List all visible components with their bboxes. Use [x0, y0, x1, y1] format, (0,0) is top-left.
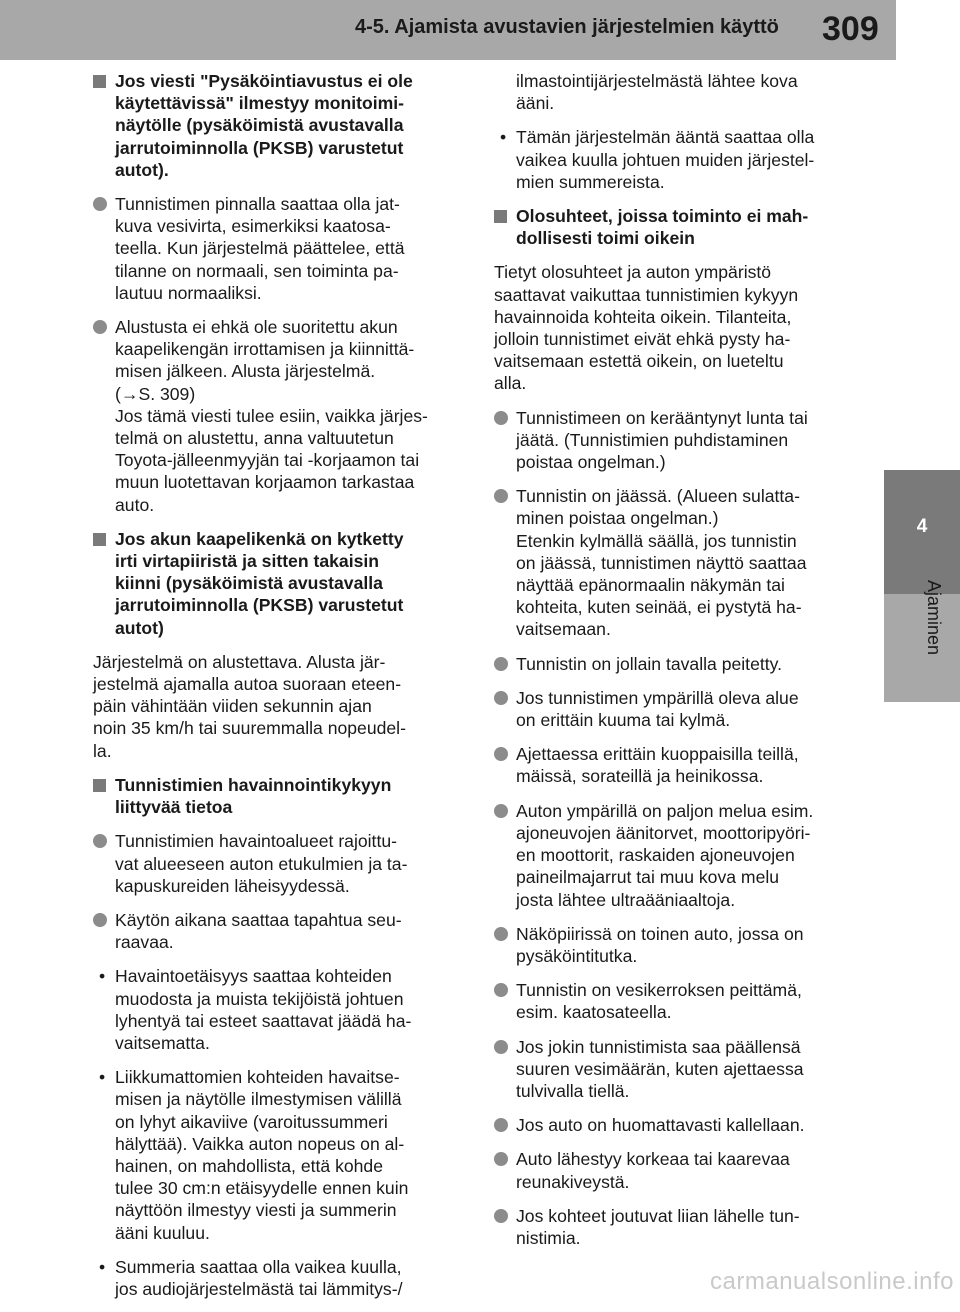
circle-bullet-icon [494, 411, 508, 425]
circle-bullet-icon [494, 1152, 508, 1166]
square-bullet-icon [494, 210, 507, 223]
text-line: näyttää epänormaalin näkymän tai [516, 575, 785, 596]
section-title: 4-5. Ajamista avustavien järjestelmien käyttö [355, 16, 779, 38]
text-line: telmä on alustettu, anna valtuutetun [115, 428, 394, 449]
text-line: jäätä. (Tunnistimien puhdistaminen [516, 429, 789, 450]
watermark: carmanualsonline.info [710, 1268, 954, 1295]
text-line: Tunnistimien havaintoalueet rajoittu- [115, 831, 397, 852]
text-line: pysäköintitutka. [516, 945, 638, 966]
text-line: irti virtapiiristä ja sitten takaisin [115, 551, 380, 572]
text-line: jarrutoiminnolla (PKSB) varustetut [115, 137, 404, 158]
text-line: mäissä, sorateillä ja heinikossa. [516, 766, 764, 787]
text-line: Tunnistin on jollain tavalla peitetty. [516, 653, 783, 674]
text-line: Jos akun kaapelikenkä on kytketty [115, 528, 404, 549]
chapter-name: Ajaminen [924, 580, 944, 656]
text-line: Jos kohteet joutuvat liian lähelle tun- [516, 1205, 800, 1226]
text-line: lyhentyä tai esteet saattavat jäädä ha- [115, 1010, 412, 1031]
bullet-item [494, 687, 854, 731]
dot-marker-icon: • [500, 127, 507, 148]
text-line: dollisesti toimi oikein [516, 228, 695, 249]
bullet-item [93, 316, 465, 516]
text-line: minen poistaa ongelman.) [516, 508, 719, 529]
text-line: kaapelikengän irrottamisen ja kiinnittä- [115, 339, 415, 360]
left-column [93, 70, 465, 1312]
text-line: misen ja näytölle ilmestymisen välillä [115, 1089, 402, 1110]
text-line: hainen, on mahdollista, että kohde [115, 1155, 384, 1176]
circle-bullet-icon [494, 691, 508, 705]
dot-marker-icon: • [99, 1067, 106, 1088]
section-heading [93, 528, 465, 639]
sub-item [93, 1066, 465, 1244]
text-line: teella. Kun järjestelmä päättelee, että [115, 238, 405, 259]
text-line: hälyttää). Vaikka auton nopeus on al- [115, 1133, 405, 1154]
bullet-item [494, 979, 854, 1023]
bullet-item [93, 909, 465, 953]
text-line: Tämän järjestelmän ääntä saattaa olla [516, 127, 815, 148]
text-line: Jos tunnistimen ympärillä oleva alue [516, 687, 799, 708]
text-line: Jos auto on huomattavasti kallellaan. [516, 1115, 805, 1136]
circle-bullet-icon [93, 834, 107, 848]
text-line: alla. [494, 373, 527, 394]
text-line: Jos jokin tunnistimista saa päällensä [516, 1036, 801, 1057]
bullet-item [93, 193, 465, 304]
text-line: on lyhyt aikaviive (varoitussummeri [115, 1111, 388, 1132]
text-line: Auto lähestyy korkeaa tai kaarevaa [516, 1149, 790, 1170]
bullet-item [494, 485, 854, 640]
circle-bullet-icon [494, 489, 508, 503]
text-line: Tunnistin on jäässä. (Alueen sulatta- [516, 486, 800, 507]
circle-bullet-icon [494, 1040, 508, 1054]
bullet-item [494, 653, 854, 675]
text-line: autot). [115, 159, 169, 180]
chapter-number: 4 [916, 516, 928, 537]
text-line: on erittäin kuuma tai kylmä. [516, 710, 731, 731]
text-line: jarrutoiminnolla (PKSB) varustetut [115, 595, 404, 616]
text-line: Näköpiirissä on toinen auto, jossa on [516, 923, 804, 944]
bullet-item [494, 1205, 854, 1249]
text-line: päin vähintään viiden sekunnin ajan [93, 696, 372, 717]
text-line: esim. kaatosateella. [516, 1002, 672, 1023]
text-line: Etenkin kylmällä säällä, jos tunnistin [516, 530, 797, 551]
text-line: en moottorit, raskaiden ajoneuvojen [516, 845, 795, 866]
circle-bullet-icon [494, 1118, 508, 1132]
bullet-item [494, 1114, 854, 1136]
text-line: Toyota-jälleenmyyjän tai -korjaamon tai [115, 450, 420, 471]
text-line: Summeria saattaa olla vaikea kuulla, [115, 1256, 402, 1277]
text-line: näytölle (pysäköimistä avustavalla [115, 115, 404, 136]
text-line: ilmastointijärjestelmästä lähtee kova [516, 71, 798, 91]
bullet-item [494, 407, 854, 474]
text-line: Jos tämä viesti tulee esiin, vaikka järjes- [115, 405, 428, 426]
circle-bullet-icon [494, 804, 508, 818]
text-line: vaitsemaan. [516, 619, 611, 640]
text-line: kohteita, kuten seinää, ei pystytä ha- [516, 597, 802, 618]
text-line: poistaa ongelman.) [516, 452, 666, 473]
bullet-item [494, 800, 854, 911]
text-line: Jos viesti "Pysäköintiavustus ei ole [115, 71, 413, 91]
square-bullet-icon [93, 75, 106, 88]
bullet-item [93, 830, 465, 897]
text-line: autot) [115, 617, 164, 638]
text-line: kiinni (pysäköimistä avustavalla [115, 573, 383, 594]
bullet-item [494, 1036, 854, 1103]
circle-bullet-icon [494, 1209, 508, 1223]
text-line: kuva vesivirta, esimerkiksi kaatosa- [115, 216, 391, 237]
section-heading [494, 205, 854, 249]
text-line: Ajettaessa erittäin kuoppaisilla teillä, [516, 744, 799, 765]
text-line: muodosta ja muista tekijöistä johtuen [115, 988, 404, 1009]
text-line: Olosuhteet, joissa toiminto ei mah- [516, 206, 809, 227]
text-line: tulee 30 cm:n etäisyydelle ennen kuin [115, 1178, 409, 1199]
circle-bullet-icon [494, 657, 508, 671]
section-heading [93, 70, 465, 181]
text-line: ääni kuuluu. [115, 1222, 210, 1243]
text-line: kapuskureiden läheisyydessä. [115, 875, 350, 896]
dot-marker-icon: • [99, 1256, 106, 1277]
circle-bullet-icon [494, 747, 508, 761]
text-line: Järjestelmä on alustettava. Alusta jär- [93, 651, 386, 672]
text-line: raavaa. [115, 932, 174, 953]
text-line: Liikkumattomien kohteiden havaitse- [115, 1067, 400, 1088]
text-line: la. [93, 740, 112, 761]
text-line: noin 35 km/h tai suuremmalla nopeudel- [93, 718, 406, 739]
text-line: lautuu normaaliksi. [115, 282, 262, 303]
text-line: Tunnistimeen on kerääntynyt lunta tai [516, 407, 808, 428]
text-line: Tietyt olosuhteet ja auton ympäristö [494, 262, 772, 283]
sub-item-continued [494, 70, 854, 114]
text-line: tulvivalla tiellä. [516, 1080, 630, 1101]
page-number: 309 [822, 10, 879, 48]
square-bullet-icon [93, 779, 106, 792]
text-line: on jäässä, tunnistimen näyttö saattaa [516, 552, 807, 573]
square-bullet-icon [93, 533, 106, 546]
text-line: Tunnistin on vesikerroksen peittämä, [516, 980, 802, 1001]
text-line: Tunnistimien havainnointikykyyn [115, 774, 392, 795]
text-line: josta lähtee ultraääniaaltoja. [516, 889, 736, 910]
circle-bullet-icon [93, 913, 107, 927]
text-line: käytettävissä" ilmestyy monitoimi- [115, 93, 404, 114]
text-line: jos audiojärjestelmästä tai lämmitys-/ [115, 1278, 403, 1299]
right-column [494, 70, 854, 1261]
text-line: paineilmajarrut tai muu kova melu [516, 867, 780, 888]
section-heading [93, 774, 465, 818]
text-line: muun luotettavan korjaamon tarkastaa [115, 472, 415, 493]
text-line: ääni. [516, 93, 555, 114]
text-line: vaitsemaan estettä oikein, on lueteltu [494, 351, 784, 372]
sub-item [93, 1256, 465, 1300]
text-line: Auton ympärillä on paljon melua esim. [516, 800, 814, 821]
text-line: liittyvää tietoa [115, 797, 233, 818]
text-line: jolloin tunnistimet eivät ehkä pysty ha- [494, 329, 791, 350]
text-line: vaikea kuulla johtuen muiden järjestel- [516, 149, 815, 170]
text-line: suuren vesimäärän, kuten ajettaessa [516, 1058, 804, 1079]
text-line: nistimia. [516, 1227, 581, 1248]
text-line: (→S. 309) [115, 383, 196, 404]
bullet-item [494, 743, 854, 787]
bullet-item [494, 923, 854, 967]
sub-item [494, 126, 854, 193]
circle-bullet-icon [93, 197, 107, 211]
circle-bullet-icon [494, 983, 508, 997]
text-line: vaitsematta. [115, 1032, 210, 1053]
text-line: mien summereista. [516, 171, 665, 192]
text-line: auto. [115, 494, 155, 515]
text-line: Käytön aikana saattaa tapahtua seu- [115, 909, 402, 930]
text-line: misen jälkeen. Alusta järjestelmä. [115, 361, 376, 382]
circle-bullet-icon [494, 927, 508, 941]
text-line: reunakiveystä. [516, 1171, 630, 1192]
sub-item [93, 965, 465, 1054]
text-line: Havaintoetäisyys saattaa kohteiden [115, 966, 392, 987]
dot-marker-icon: • [99, 966, 106, 987]
text-line: Alustusta ei ehkä ole suoritettu akun [115, 317, 398, 338]
paragraph [494, 261, 854, 394]
text-line: havainnoida kohteita oikein. Tilanteita, [494, 306, 792, 327]
text-line: saattavat vaikuttaa tunnistimien kykyyn [494, 284, 799, 305]
text-line: ajoneuvojen äänitorvet, moottoripyöri- [516, 822, 811, 843]
bullet-item [494, 1148, 854, 1192]
text-line: näyttöön ilmestyy viesti ja summerin [115, 1200, 397, 1221]
text-line: vat alueeseen auton etukulmien ja ta- [115, 853, 408, 874]
circle-bullet-icon [93, 320, 107, 334]
text-line: Tunnistimen pinnalla saattaa olla jat- [115, 194, 400, 215]
paragraph [93, 651, 465, 762]
text-line: jestelmä ajamalla autoa suoraan eteen- [93, 674, 402, 695]
text-line: tilanne on normaali, sen toiminta pa- [115, 260, 399, 281]
